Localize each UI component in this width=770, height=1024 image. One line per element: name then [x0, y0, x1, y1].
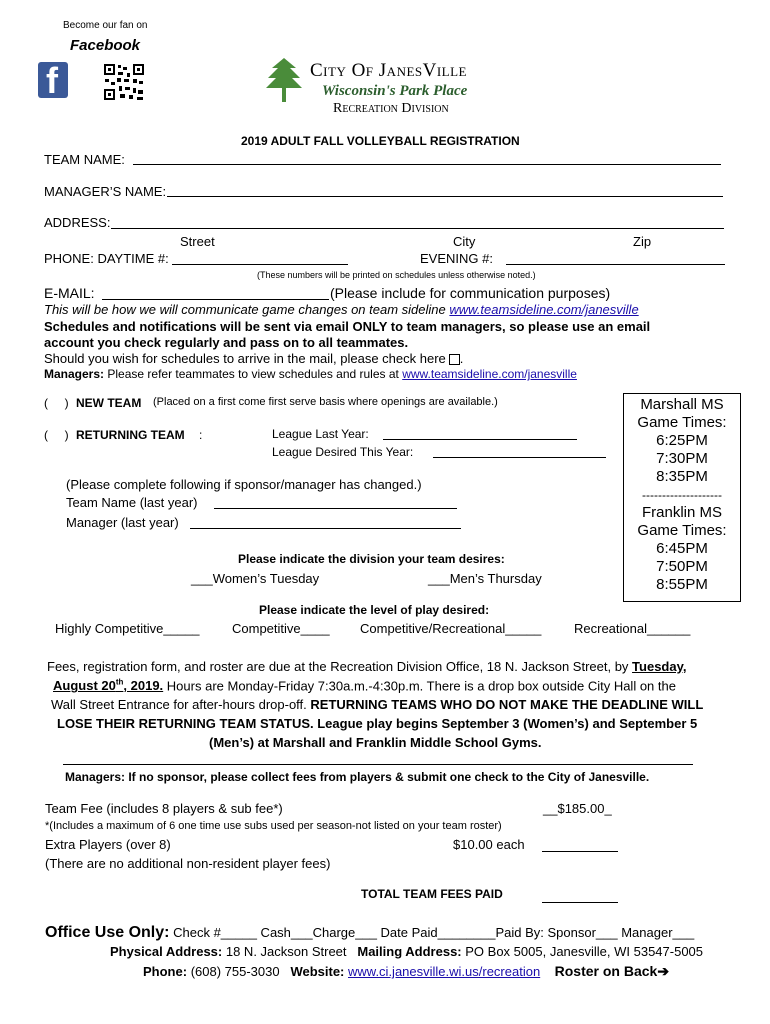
extra-players-amount: $10.00 each	[453, 837, 525, 852]
info-line-3: account you check regularly and pass on to all teammates.	[44, 335, 409, 350]
city-title: City Of JanesVille	[310, 60, 467, 81]
team-name-field[interactable]	[133, 164, 721, 165]
managers-label: Managers:	[44, 367, 105, 381]
returning-team-label: RETURNING TEAM	[76, 428, 185, 442]
physical-address-label: Physical Address:	[110, 944, 223, 959]
address-footer	[110, 944, 703, 959]
franklin-time-2: 7:50PM	[656, 558, 708, 575]
mailing-address-label: Mailing Address:	[357, 944, 462, 959]
division-prompt: Please indicate the division your team desires:	[238, 552, 505, 566]
manager-name-field[interactable]	[167, 196, 723, 197]
franklin-time-3: 8:55PM	[656, 576, 708, 593]
league-desired-field[interactable]	[433, 457, 606, 458]
fan-text: Become our fan on	[63, 20, 148, 31]
returning-team-colon: :	[199, 428, 203, 442]
email-field[interactable]	[102, 299, 329, 300]
zip-label: Zip	[633, 234, 652, 249]
marshall-time-3: 8:35PM	[656, 468, 708, 485]
due-date-year: , 2019.	[123, 678, 164, 694]
manager-last-label: Manager (last year)	[66, 515, 179, 530]
website-link[interactable]: www.ci.janesville.wi.us/recreation	[348, 964, 541, 979]
new-team-checkbox[interactable]: ( )	[44, 396, 69, 410]
competitive-recreational-option[interactable]: Competitive/Recreational_____	[360, 621, 542, 636]
printed-note: (These numbers will be printed on schedules unless otherwise noted.)	[257, 270, 536, 280]
phone-number: (608) 755-3030	[190, 964, 280, 979]
team-name-last-field[interactable]	[214, 508, 457, 509]
form-title: 2019 ADULT FALL VOLLEYBALL REGISTRATION	[241, 134, 520, 148]
fees-para-line-4: LOSE THEIR RETURNING TEAM STATUS. League play begins September 3 (Women’s) and September 5	[57, 716, 698, 731]
teamsideline-link-2[interactable]: www.teamsideline.com/janesville	[402, 367, 577, 381]
address-label: ADDRESS:	[44, 215, 111, 230]
total-fees-label: TOTAL TEAM FEES PAID	[361, 887, 503, 901]
info-line-4: Should you wish for schedules to arrive in the mail, please check here .	[44, 351, 464, 366]
facebook-f-icon: f	[46, 60, 58, 101]
phone-daytime-label: PHONE: DAYTIME #:	[44, 251, 169, 266]
fees-para-line-3	[51, 697, 703, 712]
league-desired-label: League Desired This Year:	[272, 445, 414, 459]
fees-para-line-1-text: Fees, registration form, and roster are due at the Recreation Division Office, 18 N. Jackson Street, by	[47, 659, 629, 674]
roster-on-back: Roster on Back➔	[554, 963, 670, 979]
sponsor-note: (Please complete following if sponsor/manager has changed.)	[66, 477, 422, 492]
division-title: Recreation Division	[333, 101, 449, 116]
league-last-label: League Last Year:	[272, 427, 369, 441]
mail-schedule-checkbox[interactable]	[449, 354, 460, 365]
address-field[interactable]	[111, 228, 724, 229]
fees-para-line-2	[53, 678, 676, 693]
mens-thursday-option[interactable]: ___Men’s Thursday	[428, 571, 542, 586]
email-note: (Please include for communication purposes)	[330, 285, 611, 301]
total-fees-field[interactable]	[542, 902, 618, 903]
website-label: Website:	[290, 964, 345, 979]
evening-field[interactable]	[506, 264, 725, 265]
due-date-suffix: th	[115, 678, 124, 687]
physical-address: 18 N. Jackson Street	[225, 944, 347, 959]
womens-tuesday-option[interactable]: ___Women’s Tuesday	[191, 571, 320, 586]
phone-daytime-field[interactable]	[172, 264, 348, 265]
franklin-time-1: 6:45PM	[656, 540, 708, 557]
info-line-2: Schedules and notifications will be sent via email ONLY to team managers, so please use an email	[44, 319, 651, 334]
marshall-title-2: Game Times:	[637, 414, 727, 431]
marshall-time-1: 6:25PM	[656, 432, 708, 449]
franklin-title-2: Game Times:	[637, 522, 727, 539]
nonresident-note: (There are no additional non-resident player fees)	[45, 856, 331, 871]
hours-text: Hours are Monday-Friday 7:30a.m.-4:30p.m. There is a drop box outside City Hall on the	[166, 678, 676, 694]
due-date	[53, 678, 163, 693]
fees-para-line-5: (Men’s) at Marshall and Franklin Middle School Gyms.	[209, 735, 542, 750]
fees-para-line-1	[47, 659, 686, 674]
info-line-5-text: Please refer teammates to view schedules and rules at	[107, 367, 399, 381]
team-fee-amount: __$185.00_	[543, 801, 612, 816]
extra-players-label: Extra Players (over 8)	[45, 837, 171, 852]
info-line-5	[44, 367, 577, 381]
league-last-field[interactable]	[383, 439, 577, 440]
manager-name-label: MANAGER’S NAME:	[44, 184, 167, 199]
competitive-option[interactable]: Competitive____	[232, 621, 330, 636]
level-prompt: Please indicate the level of play desired:	[259, 603, 490, 617]
email-label: E-MAIL:	[44, 285, 95, 301]
mailing-address: PO Box 5005, Janesville, WI 53547-5005	[465, 944, 704, 959]
office-use-fields: Check #_____ Cash___Charge___ Date Paid________Paid By: Sponsor___ Manager___	[173, 925, 695, 940]
recreational-option[interactable]: Recreational______	[574, 621, 691, 636]
teamsideline-link[interactable]: www.teamsideline.com/janesville	[449, 302, 639, 317]
manager-last-field[interactable]	[190, 528, 461, 529]
info-line-1-text: This will be how we will communicate game changes on team sideline	[44, 302, 446, 317]
evening-label: EVENING #:	[420, 251, 493, 266]
franklin-title-1: Franklin MS	[641, 504, 723, 521]
due-day: Tuesday,	[632, 659, 687, 674]
phone-label: Phone:	[143, 964, 188, 979]
subs-note: *(Includes a maximum of 6 one time use subs used per season-not listed on your team roster)	[45, 820, 502, 832]
extra-players-field[interactable]	[542, 851, 618, 852]
game-times-divider: --------------------	[642, 488, 722, 502]
team-name-label: TEAM NAME:	[44, 152, 125, 167]
info-line-1	[44, 302, 639, 317]
contact-footer	[143, 963, 669, 980]
new-team-label: NEW TEAM	[76, 396, 142, 410]
section-divider	[63, 764, 693, 765]
drop-off-text: Wall Street Entrance for after-hours drop-off.	[51, 697, 307, 712]
managers-note: Managers: If no sponsor, please collect fees from players & submit one check to the City of Janesville.	[65, 770, 650, 784]
office-use-line	[45, 924, 694, 942]
new-team-note: (Placed on a first come first serve basis where openings are available.)	[153, 396, 498, 408]
due-date-text: August 20	[53, 678, 116, 694]
highly-competitive-option[interactable]: Highly Competitive_____	[55, 621, 200, 636]
game-times-box	[623, 393, 741, 602]
marshall-time-2: 7:30PM	[656, 450, 708, 467]
marshall-title-1: Marshall MS	[640, 396, 724, 413]
city-label: City	[453, 234, 476, 249]
team-name-last-label: Team Name (last year)	[66, 495, 198, 510]
qr-code-icon[interactable]	[103, 63, 145, 101]
street-label: Street	[180, 234, 215, 249]
tagline: Wisconsin's Park Place	[322, 83, 468, 99]
returning-team-checkbox[interactable]: ( )	[44, 428, 69, 442]
tree-logo-icon	[264, 56, 304, 104]
deadline-warning: RETURNING TEAMS WHO DO NOT MAKE THE DEADLINE WILL	[310, 697, 704, 712]
info-line-4-text: Should you wish for schedules to arrive in the mail, please check here	[44, 351, 446, 366]
facebook-label: Facebook	[70, 37, 141, 54]
team-fee-label: Team Fee (includes 8 players & sub fee*)	[45, 801, 283, 816]
office-use-label: Office Use Only:	[45, 924, 170, 941]
